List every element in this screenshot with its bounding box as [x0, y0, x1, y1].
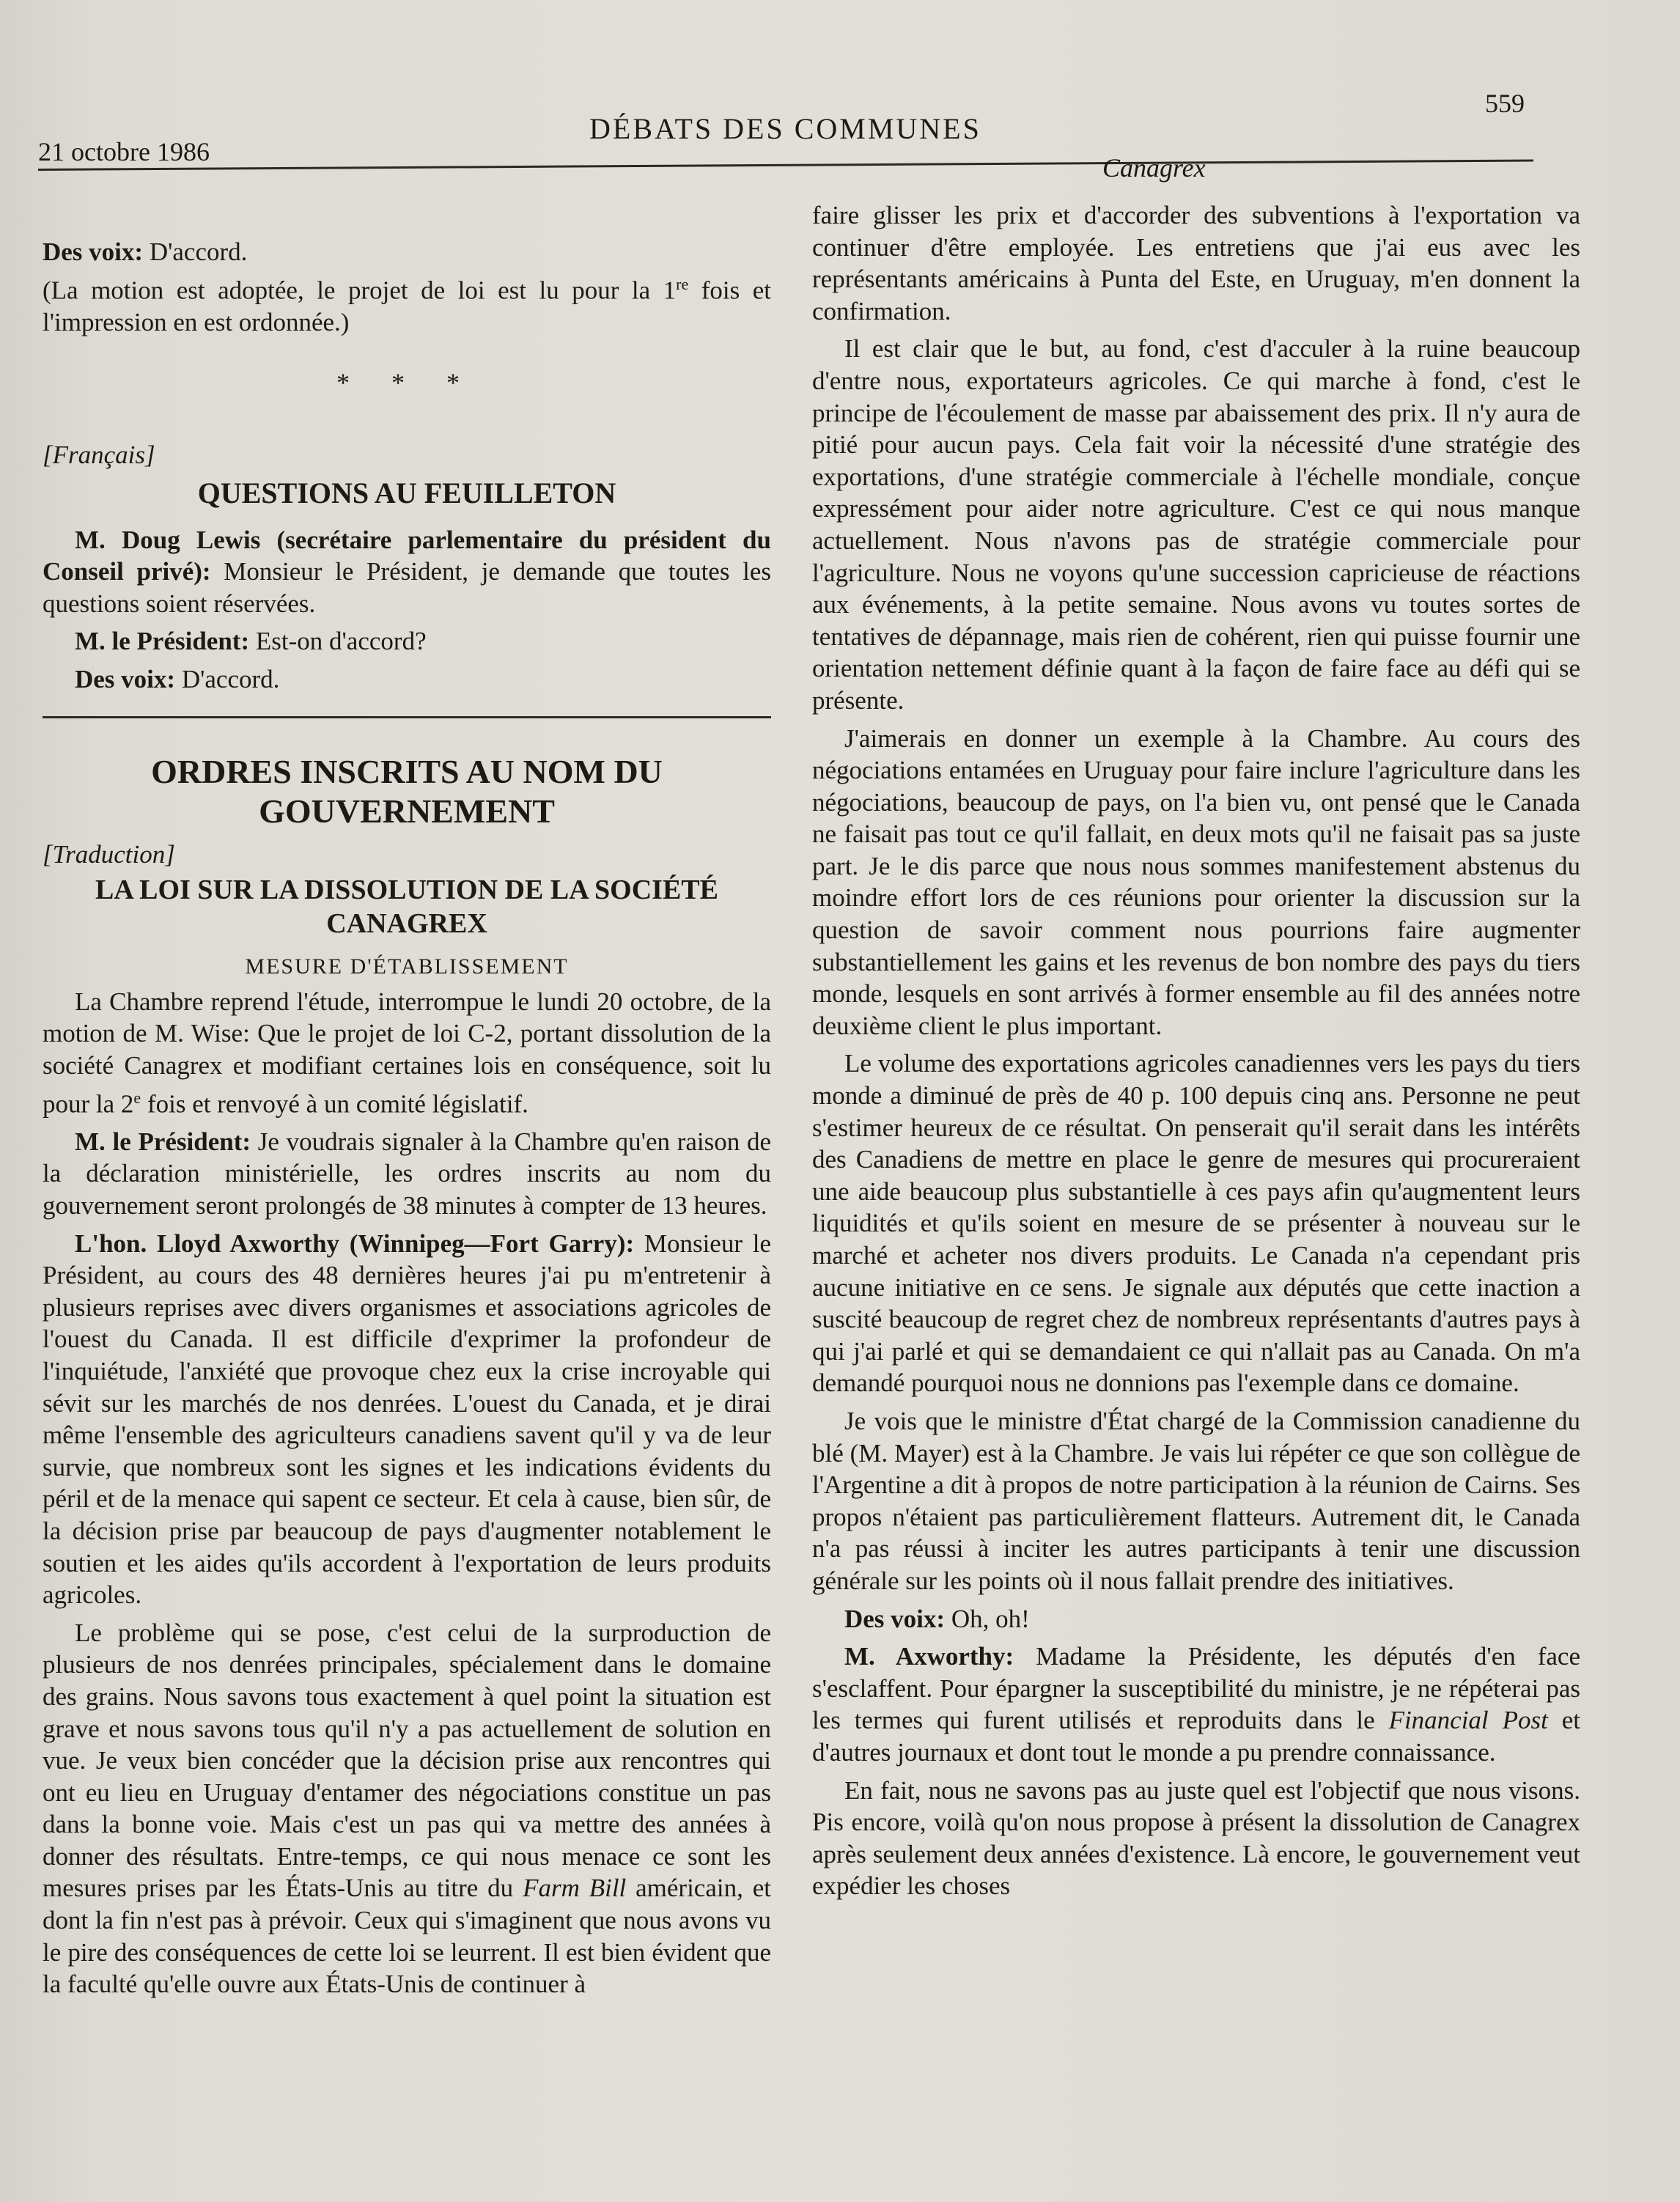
left-column — [43, 189, 771, 2000]
paragraph-r2: Il est clair que le but, au fond, c'est d'acculer à la ruine beaucoup d'entre nous, exportateurs agricoles. Ce qui marche à fond, c'est le principe de l'écoulement de masse par abaissement des prix. Il n'y aura de pitié pour aucun pays. Cela fait voir la nécessité d'une stratégie des exportations, d'une stratégie commerciale à l'échelle mondiale, conçue expressément pour aider notre agriculture. C'est ce qui nous manque actuellement. Nous n'avons pas de stratégie commerciale pour l'agriculture. Nous ne voyons qu'une succession capricieuse de réactions aux événements, à la petite semaine. Nous avons vu toutes sortes de tentatives de dépannage, mais rien de cohérent, rien qui puisse fournir une orientation nettement définie quant à la façon de faire face au défi qui se présente. — [812, 334, 1580, 715]
speech-text: D'accord. — [175, 665, 280, 693]
speaker-label: M. Doug Lewis (secrétaire parlementaire du président du Conseil privé): — [43, 525, 771, 586]
heading-ordres: ORDRES INSCRITS AU NOM DU GOUVERNEMENT — [151, 752, 663, 830]
language-tag-francais: [Français] — [43, 441, 155, 470]
speech-text: Oh, oh! — [945, 1604, 1030, 1633]
paragraph-president-1 — [43, 625, 771, 658]
section-stars: * * * — [336, 368, 477, 398]
right-column — [812, 189, 1580, 1902]
motion-text-b: fois et l'impression en est ordonnée.) — [43, 276, 771, 336]
paragraph-voix-2 — [43, 663, 771, 696]
paragraph-axworthy-1 — [43, 1228, 771, 1611]
speech-text: Est-on d'accord? — [249, 627, 427, 656]
page-header — [38, 88, 1533, 169]
paragraph-probleme — [43, 1617, 771, 2000]
header-title: DÉBATS DES COMMUNES — [589, 112, 981, 145]
financial-post-title: Financial Post — [1388, 1706, 1548, 1735]
heading-loi-canagrex: LA LOI SUR LA DISSOLUTION DE LA SOCIÉTÉ CANAGREX — [95, 874, 718, 940]
show-through-margin — [1598, 161, 1680, 2202]
heading-questions: QUESTIONS AU FEUILLETON — [197, 476, 616, 509]
speech-text: Monsieur le Président, au cours des 48 dernières heures j'ai pu m'entretenir à plusieurs reprises avec divers organismes et associations agricoles de l'ouest du Canada. Il est difficile d'exprimer la profondeur de l'inquiétude, l'anxiété que provoque chez eux la crise incroyable qui sévit sur les marchés de nos denrées. L'ouest du Canada, et je dirai même l'ensemble des agriculteurs canadiens savent qu'il y va de leur survie, que nombreux sont les signes et les indications évidents du péril et de la menace qui sapent ce secteur. Et cela à cause, bien sûr, de la décision prise par beaucoup de pays d'augmenter notablement le soutien et les aides qu'ils accordent à l'exportation de leurs produits agricoles. — [43, 1229, 771, 1610]
language-tag-traduction: [Traduction] — [43, 839, 175, 869]
axworthy2-text-a: Madame la Présidente, les députés d'en face s'esclaffent. Pour épargner la susceptibilité du ministre, je ne répéterai pas les termes qui furent utilisés et reproduits dans le — [812, 1642, 1580, 1735]
paragraph-r5: Je vois que le ministre d'État chargé de la Commission canadienne du blé (M. Mayer) est à la Chambre. Je vais lui répéter ce que son collègue de l'Argentine a dit à propos de notre participation à la réunion de Cairns. Ses propos n'étaient pas particulièrement flatteurs. Autrement dit, le Canada n'a pas réussi à inciter les autres participants à tenir une discussion générale sur les points où il nous fallait prendre des initiatives. — [812, 1406, 1580, 1595]
header-date: 21 octobre 1986 — [38, 137, 210, 166]
paragraph-voix-1 — [43, 236, 771, 268]
paragraph-president-2 — [43, 1126, 771, 1222]
speaker-label: M. le Président: — [75, 627, 250, 656]
paragraph-r1: faire glisser les prix et d'accorder des subventions à l'exportation va continuer d'être employée. Les entretiens que j'ai eus avec les représentants américains à Punta del Este, en Uruguay, m'en donnent la confirmation. — [812, 201, 1580, 325]
heading-mesure: MESURE D'ÉTABLISSEMENT — [245, 954, 569, 979]
speaker-label: Des voix: — [43, 237, 144, 266]
speaker-label: L'hon. Lloyd Axworthy (Winnipeg—Fort Garry): — [75, 1229, 635, 1258]
paragraph-r6: En fait, nous ne savons pas au juste quel est l'objectif que nous visons. Pis encore, voilà qu'on nous propose à présent la dissolution de Canagrex après seulement deux années d'existence. Là encore, le gouvernement veut expédier les choses — [812, 1775, 1580, 1901]
paragraph-r4: Le volume des exportations agricoles canadiennes vers les pays du tiers monde a diminué de près de 40 p. 100 depuis cinq ans. Personne ne peut s'estimer heureux de ce résultat. On penserait qu'il serait dans les intérêts des Canadiens de mettre en place le genre de mesures qui procureraient une aide beaucoup plus substantielle à ces pays afin qu'augmentent leurs liquidités et qu'ils soient en mesure de se présenter à nouveau sur le marché et acheter nos divers produits. Le Canada n'a cependant pris aucune initiative en ce sens. Je signale aux députés que cette inaction a suscité beaucoup de regret chez de nombreux représentants d'autres pays à qui j'ai parlé et qui se demandaient ce qui n'allait pas au Canada. On m'a demandé pourquoi nous ne donnions pas l'exemple dans ce domaine. — [812, 1049, 1580, 1398]
motion-text-a: (La motion est adoptée, le projet de loi est lu pour la 1 — [43, 276, 677, 305]
probleme-text-b: américain, et dont la fin n'est pas à prévoir. Ceux qui s'imaginent que nous avons vu le pire des conséquences de cette loi se leurrent. Il est bien évident que la faculté qu'elle ouvre aux États-Unis de continuer à — [43, 1874, 771, 1999]
motion-sup: re — [676, 274, 689, 293]
page-number: 559 — [1485, 89, 1525, 118]
section-divider — [43, 716, 771, 718]
farm-bill-title: Farm Bill — [523, 1874, 627, 1903]
speaker-label: M. Axworthy: — [844, 1642, 1014, 1671]
chambre-text-a: La Chambre reprend l'étude, interrompue le lundi 20 octobre, de la motion de M. Wise: Que le projet de loi C-2, portant dissolution de la société Canagrex et modifiant certaines lois en conséquence, soit lu pour la 2 — [43, 987, 771, 1119]
paragraph-motion — [43, 268, 771, 339]
paragraph-lewis — [43, 524, 771, 620]
speaker-label: M. le Président: — [75, 1127, 251, 1156]
speech-text: D'accord. — [143, 237, 248, 266]
probleme-text-a: Le problème qui se pose, c'est celui de la surproduction de plusieurs de nos denrées principales, spécialement dans le domaine des grains. Nous savons tous exactement à quel point la situation est grave et nous savons tous qu'il n'y a pas actuellement de solution en vue. Je veux bien concéder que la décision prise aux rencontres qui ont eu lieu en Uruguay d'entamer des négociations constitue un pas dans la bonne voie. Mais c'est un pas qui va mettre des années à donner des résultats. Entre-temps, ce qui nous menace ce sont les mesures prises par les États-Unis au titre du — [43, 1618, 771, 1903]
speech-text: Je voudrais signaler à la Chambre qu'en raison de la déclaration ministérielle, les ordres inscrits au nom du gouvernement seront prolongés de 38 minutes à compter de 13 heures. — [43, 1127, 771, 1220]
speech-text: Monsieur le Président, je demande que toutes les questions soient réservées. — [43, 557, 771, 618]
paragraph-voix-3 — [812, 1603, 1580, 1635]
header-rule — [38, 160, 1533, 171]
speaker-label: Des voix: — [844, 1604, 946, 1633]
paragraph-axworthy-2 — [812, 1641, 1580, 1768]
axworthy2-text-b: et d'autres journaux et dont tout le monde a pu prendre connaissance. — [812, 1706, 1580, 1767]
running-head: Canagrex — [1102, 153, 1206, 183]
paragraph-r3: J'aimerais en donner un exemple à la Chambre. Au cours des négociations entamées en Uruguay pour faire inclure l'agriculture dans les négociations, beaucoup de pays, on l'a bien vu, ont pensé que le Canada ne faisait pas tout ce qu'il fallait, en deux mots qu'il ne faisait pas sa juste part. Je le dis parce que nous nous sommes manifestement abstenus du moindre effort lors de ces réunions pour orienter la discussion sur la question de savoir comment nous pourrions faire augmenter substantiellement les gains et les revenus de bon nombre des pays du tiers monde, lesquels en sont arrivés à former ensemble au fil des années notre deuxième client le plus important. — [812, 723, 1580, 1040]
chambre-text-b: fois et renvoyé à un comité législatif. — [141, 1089, 528, 1119]
paragraph-chambre — [43, 986, 771, 1120]
chambre-sup: e — [133, 1088, 141, 1107]
speaker-label: Des voix: — [75, 665, 176, 693]
